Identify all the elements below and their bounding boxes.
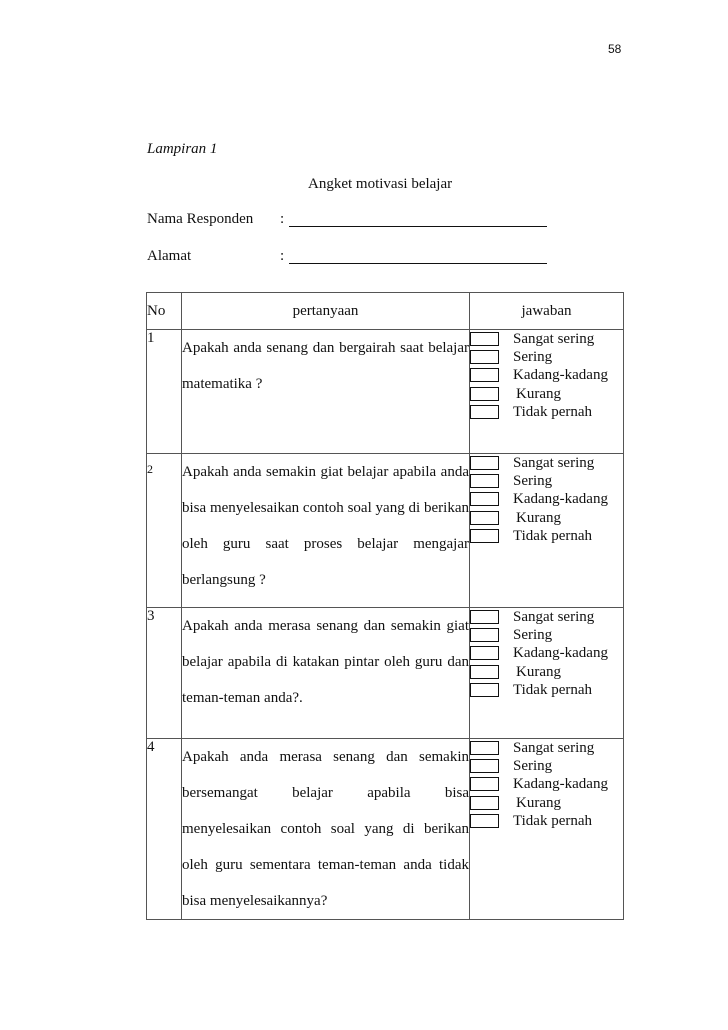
- option-kurang[interactable]: [470, 385, 623, 403]
- option-label: Kurang: [516, 509, 561, 526]
- checkbox[interactable]: [470, 529, 499, 543]
- row-number: 4: [147, 739, 182, 920]
- row-number: 1: [147, 330, 182, 454]
- answer-options: [470, 739, 624, 920]
- option-tidak-pernah[interactable]: [470, 681, 623, 699]
- option-sering[interactable]: [470, 348, 623, 366]
- checkbox[interactable]: [470, 777, 499, 791]
- option-label: Kadang-kadang: [513, 645, 608, 662]
- checkbox[interactable]: [470, 405, 499, 419]
- checkbox[interactable]: [470, 368, 499, 382]
- question-text: Apakah anda merasa senang dan semakin giat belajar apabila di katakan pintar oleh guru dan teman-teman anda?.: [182, 618, 469, 706]
- option-sangat-sering[interactable]: [470, 739, 623, 757]
- address-colon: :: [280, 248, 285, 264]
- checkbox[interactable]: [470, 646, 499, 660]
- header-question: pertanyaan: [182, 293, 470, 330]
- checkbox[interactable]: [470, 492, 499, 506]
- option-tidak-pernah[interactable]: [470, 812, 623, 830]
- option-label: Sangat sering: [513, 609, 595, 626]
- header-answer: jawaban: [470, 293, 624, 330]
- option-sangat-sering[interactable]: [470, 454, 623, 472]
- checkbox[interactable]: [470, 759, 499, 773]
- address-blank-line[interactable]: [289, 263, 547, 264]
- row-number: 2: [147, 454, 182, 608]
- checkbox[interactable]: [470, 511, 499, 525]
- table-row: [147, 454, 624, 608]
- option-label: Sering: [513, 627, 553, 644]
- option-kurang[interactable]: [470, 794, 623, 812]
- option-kadang-kadang[interactable]: [470, 775, 623, 793]
- option-label: Kurang: [516, 385, 561, 402]
- checkbox[interactable]: [470, 456, 499, 470]
- checkbox[interactable]: [470, 610, 499, 624]
- option-label: Sering: [513, 473, 553, 490]
- question-cell: [182, 454, 470, 608]
- question-cell: [182, 330, 470, 454]
- option-label: Sangat sering: [513, 455, 595, 472]
- option-label: Kadang-kadang: [513, 776, 608, 793]
- checkbox[interactable]: [470, 683, 499, 697]
- table-row: [147, 608, 624, 739]
- row-number: 3: [147, 608, 182, 739]
- option-sangat-sering[interactable]: [470, 608, 623, 626]
- page-number: 58: [608, 42, 622, 56]
- question-text: Apakah anda semakin giat belajar apabila anda bisa menyelesaikan contoh soal yang di berikan oleh guru saat proses belajar mengajar berlangsung ?: [182, 464, 469, 588]
- option-label: Tidak pernah: [513, 527, 593, 544]
- checkbox[interactable]: [470, 332, 499, 346]
- option-label: Sangat sering: [513, 331, 595, 348]
- option-sering[interactable]: [470, 626, 623, 644]
- option-tidak-pernah[interactable]: [470, 403, 623, 421]
- question-text: Apakah anda senang dan bergairah saat belajar matematika ?: [182, 340, 469, 392]
- option-kadang-kadang[interactable]: [470, 490, 623, 508]
- option-kurang[interactable]: [470, 663, 623, 681]
- respondent-name-label: Nama Responden: [147, 211, 254, 227]
- answer-options: [470, 608, 624, 739]
- option-tidak-pernah[interactable]: [470, 527, 623, 545]
- table-row: [147, 739, 624, 920]
- option-label: Kurang: [516, 794, 561, 811]
- checkbox[interactable]: [470, 796, 499, 810]
- table-header-row: [147, 293, 624, 330]
- answer-options: [470, 454, 624, 608]
- option-kadang-kadang[interactable]: [470, 644, 623, 662]
- option-label: Sering: [513, 758, 553, 775]
- respondent-name-blank-line[interactable]: [289, 226, 547, 227]
- checkbox[interactable]: [470, 814, 499, 828]
- table-row: [147, 330, 624, 454]
- option-sangat-sering[interactable]: [470, 330, 623, 348]
- document-title: Angket motivasi belajar: [308, 176, 453, 192]
- checkbox[interactable]: [470, 350, 499, 364]
- respondent-name-colon: :: [280, 211, 285, 227]
- option-label: Kurang: [516, 663, 561, 680]
- option-sering[interactable]: [470, 472, 623, 490]
- option-label: Tidak pernah: [513, 403, 593, 420]
- question-cell: [182, 739, 470, 920]
- checkbox[interactable]: [470, 474, 499, 488]
- option-label: Kadang-kadang: [513, 367, 608, 384]
- address-label: Alamat: [147, 248, 192, 264]
- question-text: Apakah anda merasa senang dan semakin bersemangat belajar apabila bisa menyelesaikan contoh soal yang di berikan oleh guru sementara teman-teman anda tidak bisa menyelesaikannya?: [182, 749, 469, 909]
- question-cell: [182, 608, 470, 739]
- answer-options: [470, 330, 624, 454]
- option-label: Kadang-kadang: [513, 491, 608, 508]
- option-sering[interactable]: [470, 757, 623, 775]
- appendix-label: Lampiran 1: [147, 141, 218, 157]
- questionnaire-table: [146, 292, 624, 920]
- option-label: Tidak pernah: [513, 812, 593, 829]
- option-kurang[interactable]: [470, 509, 623, 527]
- option-label: Sering: [513, 349, 553, 366]
- option-label: Sangat sering: [513, 740, 595, 757]
- checkbox[interactable]: [470, 665, 499, 679]
- option-label: Tidak pernah: [513, 681, 593, 698]
- checkbox[interactable]: [470, 387, 499, 401]
- checkbox[interactable]: [470, 628, 499, 642]
- checkbox[interactable]: [470, 741, 499, 755]
- option-kadang-kadang[interactable]: [470, 366, 623, 384]
- header-no: No: [147, 293, 182, 330]
